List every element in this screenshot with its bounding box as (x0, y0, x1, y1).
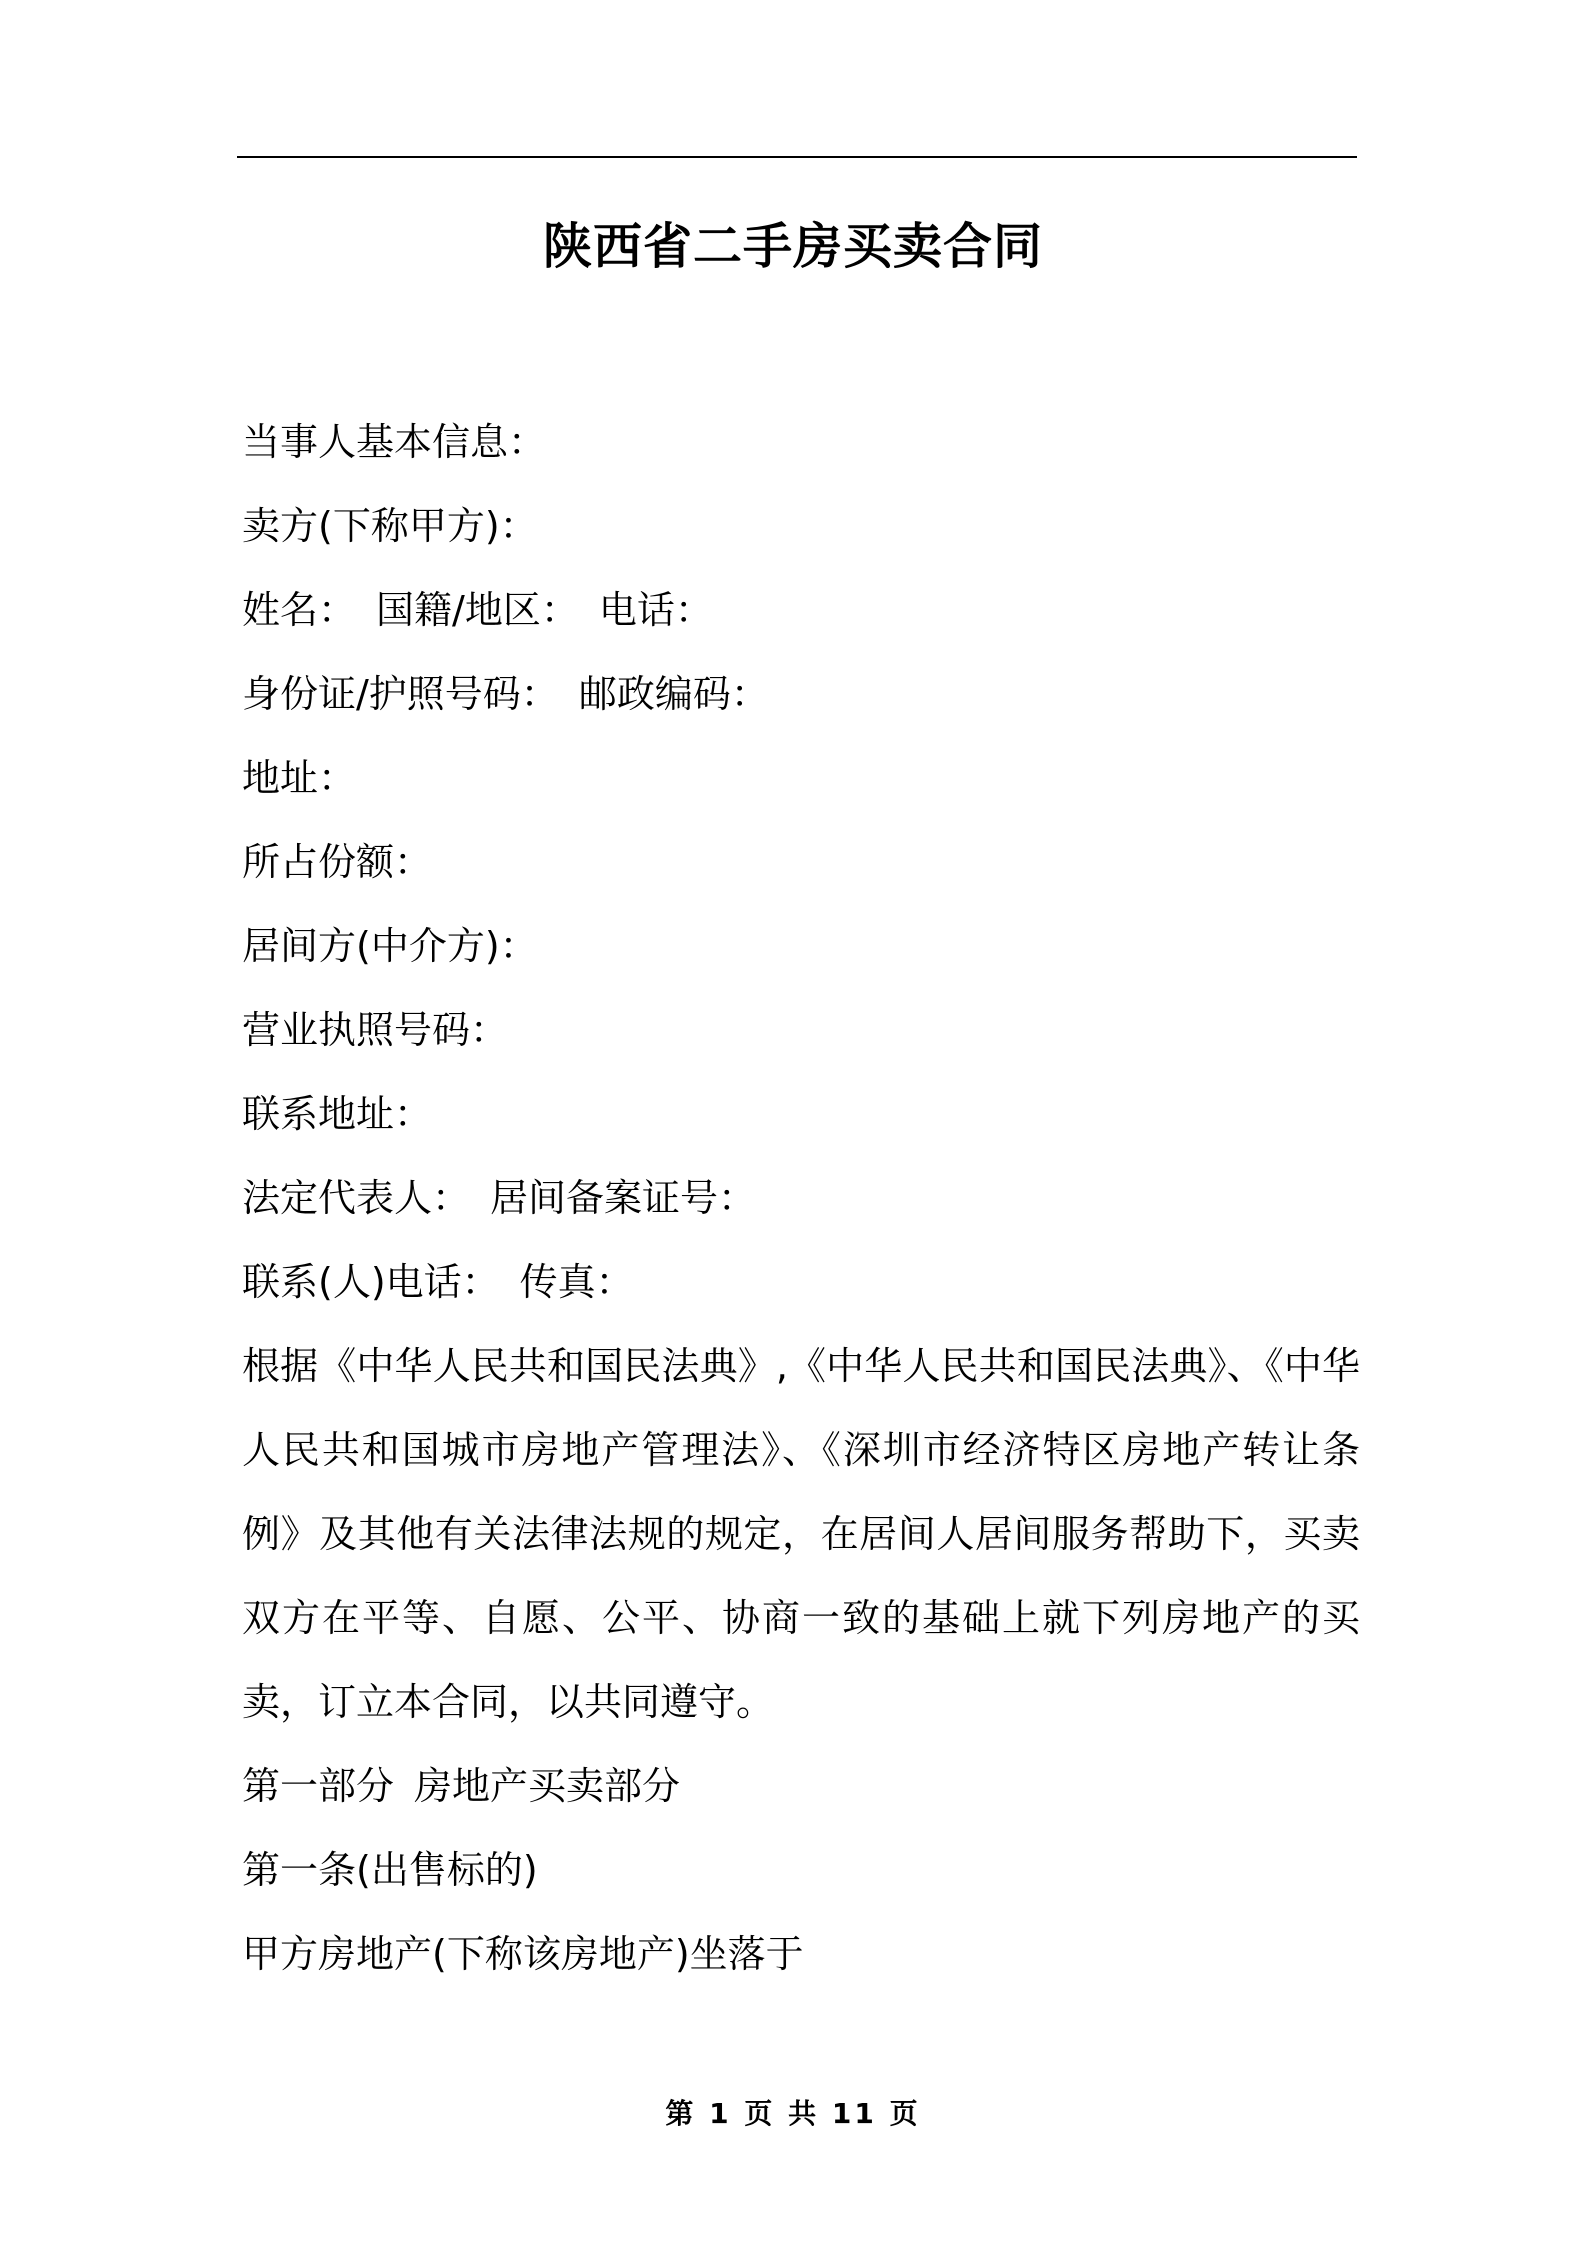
seller-id-label: 身份证/护照号码： (242, 672, 559, 716)
seller-address-label: 地址： (242, 756, 357, 800)
broker-license-label: 营业执照号码： (242, 1008, 509, 1052)
broker-phone-label: 联系(人)电话： (242, 1260, 500, 1304)
broker-fax-label: 传真： (519, 1260, 634, 1304)
broker-heading: 居间方(中介方)： (242, 924, 538, 968)
seller-heading: 卖方(下称甲方)： (242, 504, 538, 548)
broker-legal-rep-row (242, 1156, 1360, 1240)
preamble-paragraph: 根据《中华人民共和国民法典》,《中华人民共和国民法典》、《中华人民共和国城市房地产管理法》、《深圳市经济特区房地产转让条例》及其他有关法律法规的规定，在居间人居间服务帮助下，买卖双方在平等、自愿、公平、协商一致的基础上就下列房地产的买卖，订立本合同，以共同遵守。 (242, 1344, 1360, 1724)
broker-legal-rep-label: 法定代表人： (242, 1176, 471, 1220)
broker-address-label: 联系地址： (242, 1092, 433, 1136)
seller-id-row (242, 652, 1360, 736)
article-one-title: 第一条(出售标的) (242, 1848, 538, 1892)
part-one-label: 第一部分 (242, 1764, 395, 1808)
seller-postal-label: 邮政编码： (578, 672, 769, 716)
broker-filing-label: 居间备案证号： (490, 1176, 757, 1220)
header-rule (237, 156, 1357, 158)
seller-name-label: 姓名： (242, 588, 357, 632)
document-title: 陕西省二手房买卖合同 (542, 218, 1043, 275)
seller-share-label: 所占份额： (242, 840, 433, 884)
seller-phone-label: 电话： (598, 588, 713, 632)
part-one-title: 房地产买卖部分 (414, 1764, 681, 1808)
article-one-text: 甲方房地产(下称该房地产)坐落于 (242, 1932, 804, 1976)
parties-heading: 当事人基本信息： (242, 420, 547, 464)
seller-name-row (242, 568, 1360, 652)
broker-contact-row (242, 1240, 1360, 1324)
page-number-footer: 第 1 页 共 11 页 (665, 2097, 921, 2130)
seller-nationality-label: 国籍/地区： (376, 588, 579, 632)
part-one-heading (242, 1744, 1360, 1828)
contract-body (242, 400, 1360, 1996)
